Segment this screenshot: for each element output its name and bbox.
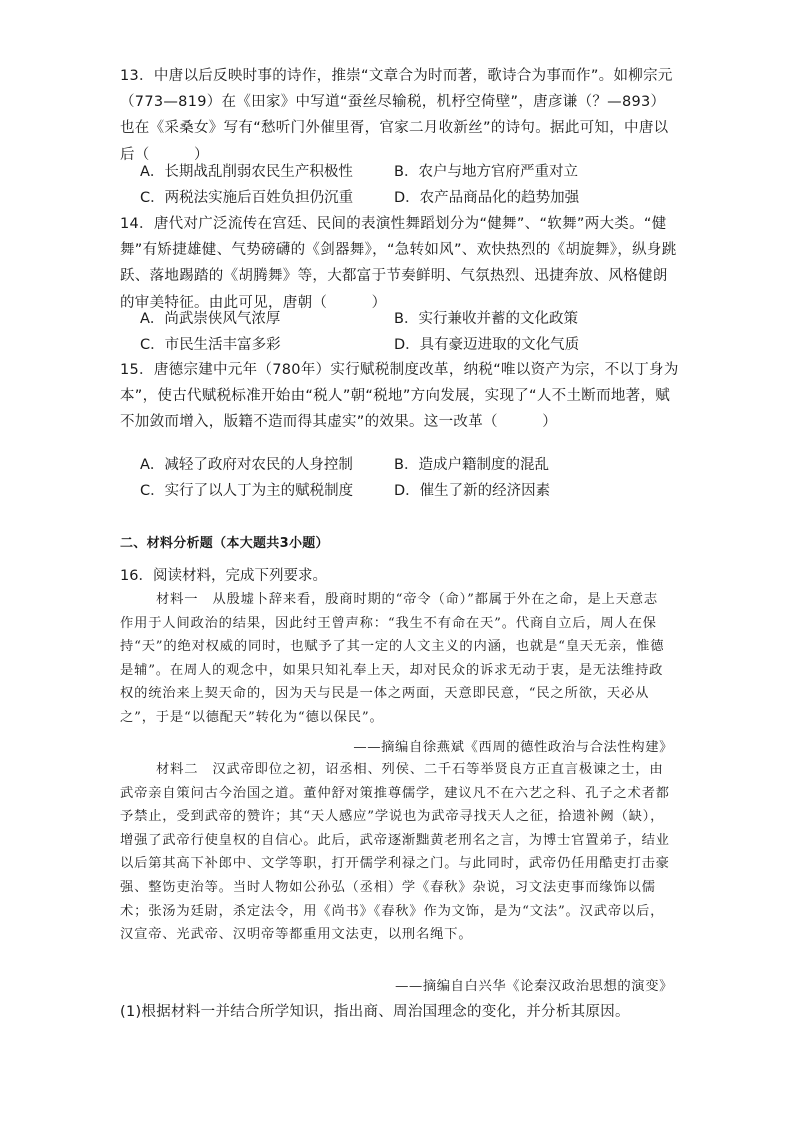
question-stem: 14．唐代对广泛流传在宫廷、民间的表演性舞蹈划分为“健舞”、“软舞”两大类。“健舞”有矫捷雄健、气势磅礴的《剑器舞》，“急转如风”、欢快热烈的《胡旋舞》，纵身跳跃、落地踢踏的《胡腾舞》等，大都富于节奏鲜明、气氛热烈、迅捷奔放、风格健朗的审美特征。由此可见，唐朝（ ） [120, 216, 677, 311]
option-c: C．两税法实施后百姓负担仍沉重 [140, 190, 354, 207]
option-b: B．造成户籍制度的混乱 [394, 457, 549, 473]
material-2-source: ——摘编自白兴华《论秦汉政治思想的演变》 [395, 979, 673, 994]
question-13 [120, 63, 680, 168]
question-stem: 13．中唐以后反映时事的诗作，推崇“文章合为时而著，歌诗合为事而作”。如柳宗元（773—819）在《田家》中写道“蚕丝尽输税，机杼空倚壁”，唐彦谦（？—893）也在《采桑女》写有“愁听门外催里胥，官家二月收新丝”的诗句。据此可知，中唐以后（ ） [120, 68, 673, 163]
question-14-options [140, 306, 680, 358]
material-1-source: ——摘编自徐燕斌《西周的德性政治与合法性构建》 [353, 740, 673, 755]
option-d: D．农产品商品化的趋势加强 [394, 190, 580, 207]
option-d: D．具有豪迈进取的文化气质 [394, 337, 580, 354]
option-c: C．市民生活丰富多彩 [140, 337, 281, 354]
question-13-options [140, 159, 680, 211]
option-b: B．农户与地方官府严重对立 [394, 164, 578, 180]
option-c: C．实行了以人丁为主的赋税制度 [140, 483, 354, 500]
option-a: A．尚武崇侠风气浓厚 [140, 311, 281, 327]
question-14 [120, 211, 680, 316]
question-16-head: 16．阅读材料，完成下列要求。 [120, 568, 327, 584]
material-2 [120, 758, 672, 947]
question-stem: 15．唐德宗建中元年（780年）实行赋税制度改革，纳税“唯以资产为宗，不以丁身为本”，使古代赋税标准开始由“税人”朝“税地”方向发展，实现了“人不土断而地著，赋不加敛而增入，版籍不造而得其虚实”的效果。这一改革（ ） [120, 362, 679, 431]
question-15 [120, 357, 680, 436]
option-d: D．催生了新的经济因素 [394, 483, 551, 500]
option-a: A．减轻了政府对农民的人身控制 [140, 457, 353, 473]
question-15-options [140, 452, 680, 504]
section-title: 二、材料分析题（本大题共3小题） [120, 536, 329, 551]
option-b: B．实行兼收并蓄的文化政策 [394, 311, 578, 327]
material-text: 材料一 从殷墟卜辞来看，殷商时期的“帝令（命）”都属于外在之命，是上天意志作用于人间政治的结果，因此纣王曾声称：“我生不有命在天”。代商自立后，周人在保持“天”的绝对权威的同时，也赋予了其一定的人文主义的内涵，也就是“皇天无亲，惟德是辅”。在周人的观念中，如果只知礼奉上天，却对民众的诉求无动于衷，是无法维持政权的统治来上契天命的，因为天与民是一体之两面，天意即民意，“民之所欲，天必从之”，于是“以德配天”转化为“德以保民”。 [120, 592, 665, 725]
material-text: 材料二 汉武帝即位之初，诏丞相、列侯、二千石等举贤良方正直言极谏之士，由武帝亲自策问古今治国之道。董仲舒对策推尊儒学，建议凡不在六艺之科、孔子之术者都予禁止，受到武帝的赞许；其“天人感应”学说也为武帝寻找天人之征，拾遗补阙（缺），增强了武帝行使皇权的自信心。此后，武帝逐渐黜黄老刑名之言，为博士官置弟子，结业以后第其高下补郎中、文学等职，打开儒学利禄之门。与此同时，武帝仍任用酷吏打击豪强、整饬吏治等。当时人物如公孙弘（丞相）学《春秋》杂说，习文法吏事而缘饰以儒术；张汤为廷尉，杀定法令，用《尚书》《春秋》作为文饰，是为“文法”。汉武帝以后，汉宣帝、光武帝、汉明帝等都重用文法吏，以刑名绳下。 [120, 762, 670, 943]
sub-question-1: (1)根据材料一并结合所学知识，指出商、周治国理念的变化，并分析其原因。 [120, 1004, 630, 1020]
material-1 [120, 588, 672, 730]
option-a: A．长期战乱削弱农民生产积极性 [140, 164, 353, 180]
